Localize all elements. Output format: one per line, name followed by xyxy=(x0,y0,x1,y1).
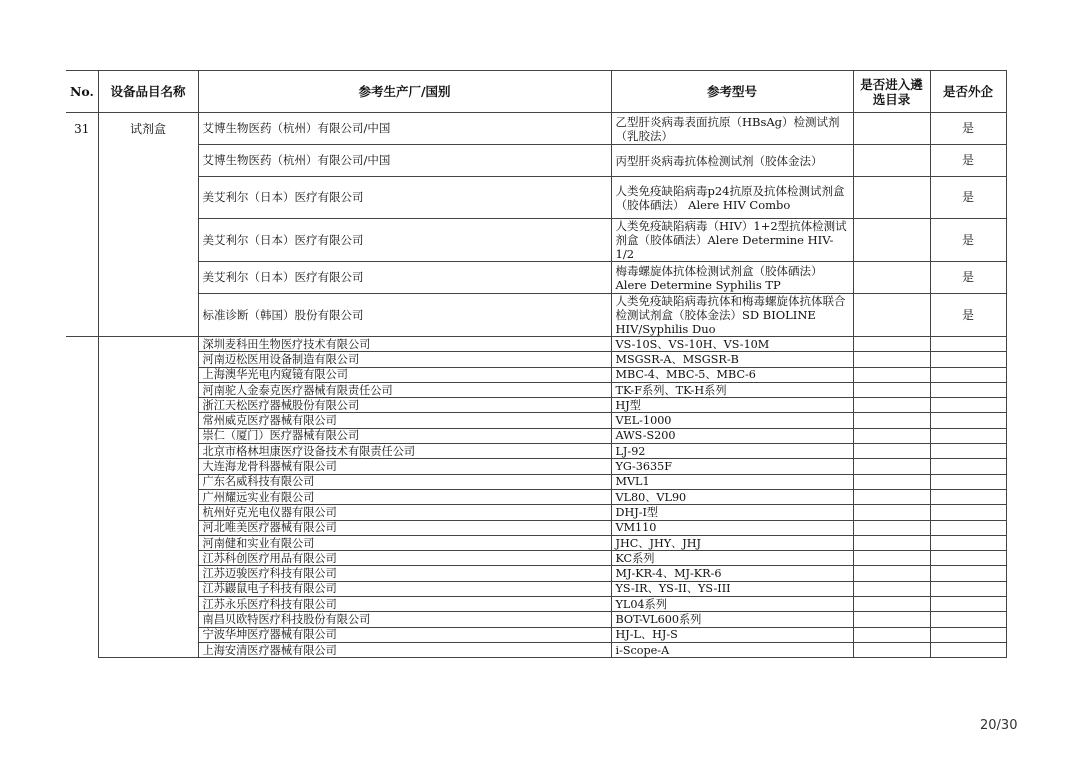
table-row xyxy=(66,551,1006,566)
foreign-cell xyxy=(930,489,1006,504)
table-row xyxy=(66,367,1006,382)
table-row xyxy=(66,294,1006,337)
model-cell: VL80、VL90 xyxy=(611,489,853,504)
table-row xyxy=(66,382,1006,397)
model-cell: JHC、JHY、JHJ xyxy=(611,535,853,550)
table-row xyxy=(66,627,1006,642)
selected-cell xyxy=(853,642,930,657)
header-foreign: 是否外企 xyxy=(930,71,1006,113)
selected-cell xyxy=(853,177,930,219)
model-cell: i-Scope-A xyxy=(611,642,853,657)
table-row xyxy=(66,489,1006,504)
foreign-cell xyxy=(930,535,1006,550)
table-row xyxy=(66,612,1006,627)
foreign-cell xyxy=(930,367,1006,382)
selected-cell xyxy=(853,413,930,428)
selected-cell xyxy=(853,459,930,474)
table-row xyxy=(66,337,1006,352)
table-row xyxy=(66,444,1006,459)
table-row xyxy=(66,145,1006,177)
model-cell: MJ-KR-4、MJ-KR-6 xyxy=(611,566,853,581)
model-cell: VEL-1000 xyxy=(611,413,853,428)
table-row xyxy=(66,352,1006,367)
model-cell: TK-F系列、TK-H系列 xyxy=(611,382,853,397)
table-row xyxy=(66,581,1006,596)
model-cell: 丙型肝炎病毒抗体检测试剂（胶体金法） xyxy=(611,145,853,177)
table-row xyxy=(66,177,1006,219)
manufacturer-cell: 崇仁（厦门）医疗器械有限公司 xyxy=(198,428,611,443)
foreign-cell xyxy=(930,505,1006,520)
selected-cell xyxy=(853,551,930,566)
manufacturer-cell: 杭州好克光电仪器有限公司 xyxy=(198,505,611,520)
manufacturer-cell: 广东名威科技有限公司 xyxy=(198,474,611,489)
table-row xyxy=(66,505,1006,520)
item-number: 31 xyxy=(66,113,98,337)
manufacturer-cell: 宁波华坤医疗器械有限公司 xyxy=(198,627,611,642)
foreign-cell: 是 xyxy=(930,294,1006,337)
table-row xyxy=(66,398,1006,413)
table-row xyxy=(66,566,1006,581)
foreign-cell xyxy=(930,459,1006,474)
model-cell: 人类免疫缺陷病毒抗体和梅毒螺旋体抗体联合检测试剂盒（胶体金法）SD BIOLINE HIV/Syphilis Duo xyxy=(611,294,853,337)
model-cell: 人类免疫缺陷病毒（HIV）1+2型抗体检测试剂盒（胶体硒法）Alere Determine HIV-1/2 xyxy=(611,219,853,262)
manufacturer-cell: 浙江天松医疗器械股份有限公司 xyxy=(198,398,611,413)
manufacturer-cell: 广州耀远实业有限公司 xyxy=(198,489,611,504)
manufacturer-cell: 美艾利尔（日本）医疗有限公司 xyxy=(198,219,611,262)
table-row xyxy=(66,413,1006,428)
foreign-cell xyxy=(930,581,1006,596)
manufacturer-cell: 上海安清医疗器械有限公司 xyxy=(198,642,611,657)
selected-cell xyxy=(853,535,930,550)
model-cell: YG-3635F xyxy=(611,459,853,474)
table-row xyxy=(66,474,1006,489)
selected-cell xyxy=(853,627,930,642)
table-row xyxy=(66,459,1006,474)
foreign-cell xyxy=(930,444,1006,459)
manufacturer-cell: 美艾利尔（日本）医疗有限公司 xyxy=(198,262,611,294)
foreign-cell xyxy=(930,428,1006,443)
manufacturer-cell: 上海澳华光电内窥镜有限公司 xyxy=(198,367,611,382)
selected-cell xyxy=(853,145,930,177)
table-row xyxy=(66,520,1006,535)
device-catalog-table xyxy=(66,70,1007,658)
foreign-cell xyxy=(930,642,1006,657)
table-row xyxy=(66,535,1006,550)
foreign-cell: 是 xyxy=(930,177,1006,219)
foreign-cell xyxy=(930,597,1006,612)
selected-cell xyxy=(853,566,930,581)
foreign-cell: 是 xyxy=(930,262,1006,294)
item-number-blank xyxy=(66,337,98,658)
foreign-cell xyxy=(930,382,1006,397)
selected-cell xyxy=(853,505,930,520)
selected-cell xyxy=(853,520,930,535)
manufacturer-cell: 江苏永乐医疗科技有限公司 xyxy=(198,597,611,612)
manufacturer-cell: 大连海龙骨科器械有限公司 xyxy=(198,459,611,474)
table-row xyxy=(66,428,1006,443)
manufacturer-cell: 艾博生物医药（杭州）有限公司/中国 xyxy=(198,145,611,177)
model-cell: BOT-VL600系列 xyxy=(611,612,853,627)
model-cell: VM110 xyxy=(611,520,853,535)
model-cell: AWS-S200 xyxy=(611,428,853,443)
manufacturer-cell: 常州威克医疗器械有限公司 xyxy=(198,413,611,428)
model-cell: DHJ-I型 xyxy=(611,505,853,520)
manufacturer-cell: 标准诊断（韩国）股份有限公司 xyxy=(198,294,611,337)
selected-cell xyxy=(853,612,930,627)
foreign-cell xyxy=(930,398,1006,413)
table-row xyxy=(66,113,1006,145)
model-cell: HJ型 xyxy=(611,398,853,413)
selected-cell xyxy=(853,294,930,337)
header-manufacturer: 参考生产厂/国别 xyxy=(198,71,611,113)
foreign-cell xyxy=(930,474,1006,489)
manufacturer-cell: 南昌贝欧特医疗科技股份有限公司 xyxy=(198,612,611,627)
header-selected: 是否进入遴选目录 xyxy=(853,71,930,113)
item-name-blank xyxy=(98,337,198,658)
model-cell: MSGSR-A、MSGSR-B xyxy=(611,352,853,367)
table-row xyxy=(66,642,1006,657)
model-cell: MBC-4、MBC-5、MBC-6 xyxy=(611,367,853,382)
model-cell: LJ-92 xyxy=(611,444,853,459)
model-cell: 人类免疫缺陷病毒p24抗原及抗体检测试剂盒（胶体硒法） Alere HIV Combo xyxy=(611,177,853,219)
manufacturer-cell: 江苏鼹鼠电子科技有限公司 xyxy=(198,581,611,596)
table-row xyxy=(66,262,1006,294)
selected-cell xyxy=(853,474,930,489)
manufacturer-cell: 河南健和实业有限公司 xyxy=(198,535,611,550)
selected-cell xyxy=(853,113,930,145)
manufacturer-cell: 北京市格林坦康医疗设备技术有限责任公司 xyxy=(198,444,611,459)
foreign-cell xyxy=(930,520,1006,535)
manufacturer-cell: 江苏迈骏医疗科技有限公司 xyxy=(198,566,611,581)
manufacturer-cell: 河南驼人金泰克医疗器械有限责任公司 xyxy=(198,382,611,397)
selected-cell xyxy=(853,444,930,459)
header-no: No. xyxy=(66,71,98,113)
manufacturer-cell: 艾博生物医药（杭州）有限公司/中国 xyxy=(198,113,611,145)
selected-cell xyxy=(853,489,930,504)
foreign-cell xyxy=(930,337,1006,352)
selected-cell xyxy=(853,597,930,612)
model-cell: MVL1 xyxy=(611,474,853,489)
model-cell: HJ-L、HJ-S xyxy=(611,627,853,642)
model-cell: VS-10S、VS-10H、VS-10M xyxy=(611,337,853,352)
selected-cell xyxy=(853,219,930,262)
page-number: 20/30 xyxy=(980,718,1018,733)
selected-cell xyxy=(853,581,930,596)
manufacturer-cell: 河南迈松医用设备制造有限公司 xyxy=(198,352,611,367)
selected-cell xyxy=(853,337,930,352)
selected-cell xyxy=(853,352,930,367)
selected-cell xyxy=(853,428,930,443)
model-cell: KC系列 xyxy=(611,551,853,566)
item-name: 试剂盒 xyxy=(98,113,198,337)
header-model: 参考型号 xyxy=(611,71,853,113)
selected-cell xyxy=(853,382,930,397)
manufacturer-cell: 江苏科创医疗用品有限公司 xyxy=(198,551,611,566)
model-cell: 乙型肝炎病毒表面抗原（HBsAg）检测试剂（乳胶法） xyxy=(611,113,853,145)
foreign-cell xyxy=(930,551,1006,566)
foreign-cell xyxy=(930,566,1006,581)
table-row xyxy=(66,597,1006,612)
selected-cell xyxy=(853,398,930,413)
header-item-name: 设备品目名称 xyxy=(98,71,198,113)
manufacturer-cell: 河北唯美医疗器械有限公司 xyxy=(198,520,611,535)
selected-cell xyxy=(853,367,930,382)
manufacturer-cell: 深圳麦科田生物医疗技术有限公司 xyxy=(198,337,611,352)
selected-cell xyxy=(853,262,930,294)
manufacturer-cell: 美艾利尔（日本）医疗有限公司 xyxy=(198,177,611,219)
foreign-cell: 是 xyxy=(930,145,1006,177)
foreign-cell: 是 xyxy=(930,113,1006,145)
model-cell: 梅毒螺旋体抗体检测试剂盒（胶体硒法）Alere Determine Syphilis TP xyxy=(611,262,853,294)
foreign-cell xyxy=(930,413,1006,428)
model-cell: YS-IR、YS-II、YS-III xyxy=(611,581,853,596)
foreign-cell xyxy=(930,627,1006,642)
table-header-row xyxy=(66,71,1006,113)
foreign-cell: 是 xyxy=(930,219,1006,262)
table-row xyxy=(66,219,1006,262)
model-cell: YL04系列 xyxy=(611,597,853,612)
foreign-cell xyxy=(930,612,1006,627)
foreign-cell xyxy=(930,352,1006,367)
